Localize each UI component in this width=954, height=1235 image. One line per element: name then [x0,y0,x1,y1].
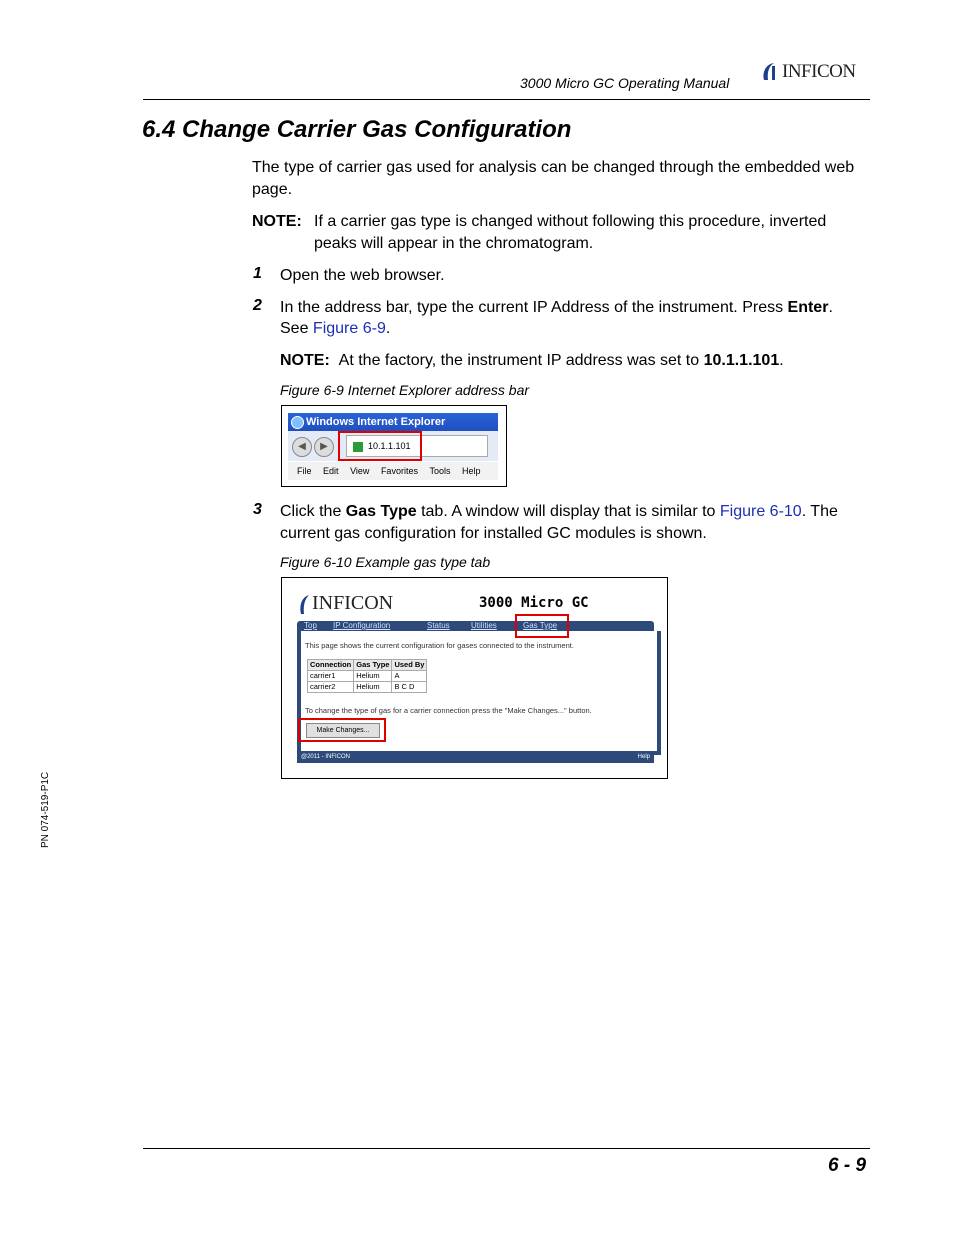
gc-copyright: @2011 - INFICON [301,754,350,760]
table-row [308,682,427,693]
ie-menu-bar [288,462,498,480]
header-rule [143,99,870,100]
address-highlight [338,431,422,461]
intro-paragraph: The type of carrier gas used for analysis can be changed through the embedded web page. [252,159,855,198]
step2-line1 [280,297,833,319]
step2-see: See [280,320,313,337]
menu-help[interactable]: Help [462,466,481,476]
note1-line1: If a carrier gas type is changed without following this procedure, inverted [314,213,827,230]
make-changes-highlight [298,718,386,742]
step2-text-a: In the address bar, type the current IP Address of the instrument. Press [280,299,788,316]
col-connection: Connection [308,660,354,671]
figure10-screenshot [281,577,668,779]
tab-utilities[interactable]: Utilities [471,621,497,630]
gas-type-tab-highlight [515,614,569,638]
step3-line2: current gas configuration for installed GC modules is shown. [280,525,707,542]
step3-text-c: . The [801,503,838,520]
note2-end: . [779,352,784,369]
step3-text-b: tab. A window will display that is similar to [416,503,720,520]
figure-6-10-link[interactable]: Figure 6-10 [719,503,802,520]
table-cell: Helium [354,682,392,693]
page-number: 6 - 9 [828,1155,867,1176]
manual-title: 3000 Micro GC Operating Manual [520,75,730,91]
step1-text: Open the web browser. [280,267,445,284]
figure10-caption: Figure 6-10 Example gas type tab [280,554,491,570]
logo-text: INFICON [782,61,856,82]
inficon-logo-icon [298,592,312,616]
figure9-screenshot [281,405,507,487]
figure9-caption: Figure 6-9 Internet Explorer address bar [280,382,530,398]
back-arrow-icon[interactable]: ◀ [292,437,312,457]
gc-tab-bar [297,621,654,631]
gc-description: This page shows the current configuration for gases connected to the instrument. [305,641,574,650]
col-gas-type: Gas Type [354,660,392,671]
tab-gas-type[interactable]: Gas Type [523,621,558,630]
table-cell: Helium [354,671,392,682]
step3-bold: Gas Type [345,503,417,520]
step2-text-b: . [828,299,833,316]
tab-status[interactable]: Status [427,621,450,630]
menu-tools[interactable]: Tools [429,466,451,476]
step2-bold: Enter [787,299,829,316]
col-used-by: Used By [392,660,427,671]
note2-ip: 10.1.1.101 [703,352,780,369]
make-changes-button[interactable]: Make Changes... [306,723,380,738]
step2-end: . [385,320,391,337]
part-number: PN 074-519-P1C [40,771,51,848]
note1-label: NOTE: [252,213,302,230]
footer-rule [143,1148,870,1149]
gc-page-title: 3000 Micro GC [479,595,589,611]
tab-ip-configuration[interactable]: IP Configuration [333,621,391,630]
step3-text-a: Click the [280,503,346,520]
note2-text: At the factory, the instrument IP address was set to [338,352,704,369]
section-title: 6.4 Change Carrier Gas Configuration [142,116,572,143]
menu-file[interactable]: File [297,466,312,476]
table-cell: B C D [392,682,427,693]
table-cell: A [392,671,427,682]
gc-logo-text: INFICON [312,592,394,614]
menu-favorites[interactable]: Favorites [380,466,418,476]
ie-logo-icon [291,416,304,429]
step2-line2 [280,318,390,340]
tab-top[interactable]: Top [304,621,317,630]
step3-number: 3 [253,501,262,518]
step1-number: 1 [253,265,262,282]
note1-line2: peaks will appear in the chromatogram. [314,235,594,252]
inficon-logo-icon [760,60,782,84]
step3-line1 [280,501,838,523]
gc-change-text: To change the type of gas for a carrier connection press the "Make Changes..." button. [305,706,592,715]
table-header-row [308,660,427,671]
gas-config-table [307,659,427,693]
gc-footer [297,751,654,763]
gc-help-link[interactable]: Help [637,754,650,760]
table-row [308,671,427,682]
ie-title-bar [288,413,498,431]
figure-6-9-link[interactable]: Figure 6-9 [312,320,386,337]
step2-number: 2 [253,297,262,314]
ie-window-title: Windows Internet Explorer [306,416,446,428]
address-value: 10.1.1.101 [368,441,411,451]
menu-view[interactable]: View [350,466,370,476]
note2-label: NOTE: [280,352,330,369]
inficon-logo [760,60,872,84]
note2 [280,350,784,372]
forward-arrow-icon[interactable]: ▶ [314,437,334,457]
table-cell: carrier2 [308,682,354,693]
table-cell: carrier1 [308,671,354,682]
menu-edit[interactable]: Edit [323,466,339,476]
